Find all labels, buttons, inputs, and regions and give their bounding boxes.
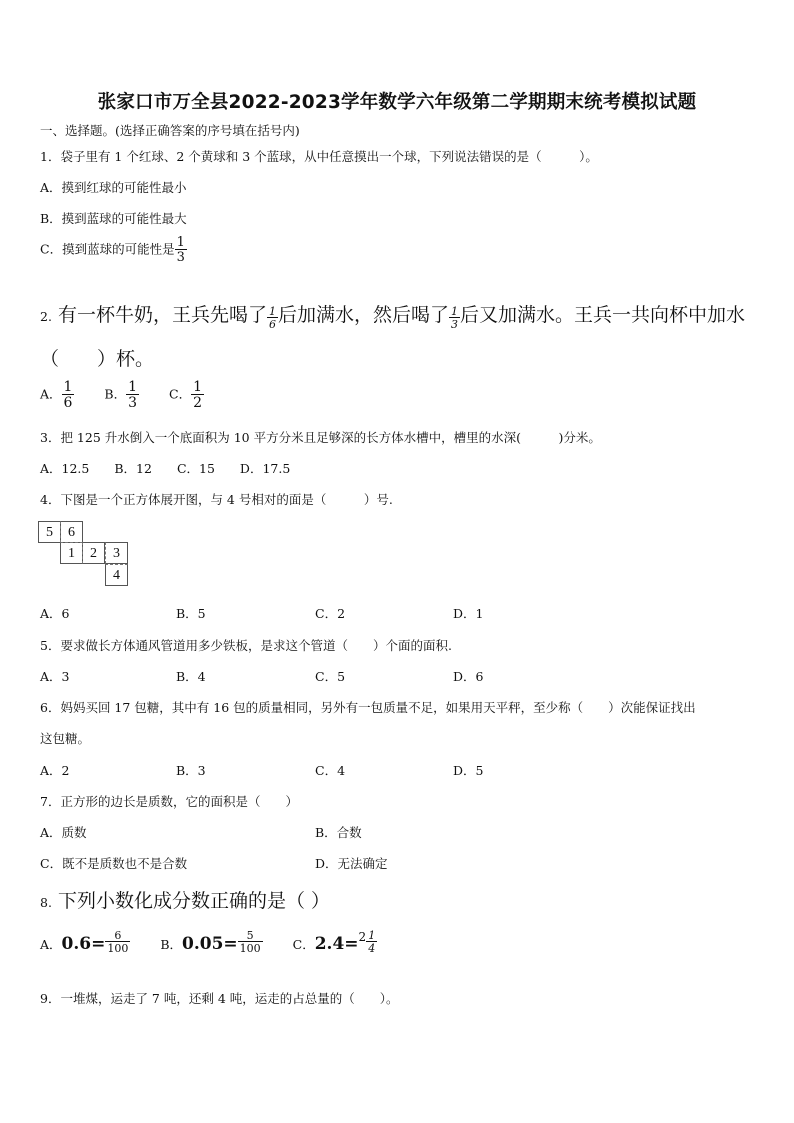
question-3-stem: 3．把 125 升水倒入一个底面积为 10 平方分米且足够深的长方体水槽中，槽里的水深( )分米。 [40, 430, 601, 445]
question-5-option-b: B．4 [176, 669, 206, 684]
numerator: 1 [176, 235, 185, 250]
question-6-stem-line2: 这包糖。 [40, 731, 91, 746]
section-heading: 一、选择题。(选择正确答案的序号填在括号内) [40, 123, 300, 138]
option-a-label: A． [40, 386, 62, 402]
numerator: 1 [451, 305, 459, 318]
question-6-stem: 6．妈妈买回 17 包糖，其中有 16 包的质量相同，另外有一包质量不足，如果用天平秤，至少称（ ）次能保证找出 [40, 700, 696, 715]
question-2-stem-line2: （ ）杯。 [40, 348, 155, 370]
question-1-stem: 1．袋子里有 1 个红球、2 个黄球和 3 个蓝球，从中任意摸出一个球，下列说法错误的是（ ）。 [40, 149, 598, 164]
net-face: 2 [82, 542, 105, 564]
numerator: 1 [63, 379, 73, 395]
denominator: 3 [176, 250, 185, 265]
fraction-one-third [449, 306, 460, 330]
question-number: 2. [40, 309, 52, 324]
question-7-option-c: C．既不是质数也不是合数 [40, 856, 188, 871]
numerator: 6 [114, 929, 122, 942]
stem-part-1: 有一杯牛奶，王兵先喝了 [57, 304, 267, 326]
numerator: 1 [368, 929, 376, 942]
question-6-option-b: B．3 [176, 763, 206, 778]
stem-part-3: 后又加满水。王兵一共向杯中加水 [460, 304, 746, 326]
question-4-option-d: D．1 [453, 606, 484, 621]
option-a-fraction [105, 930, 130, 954]
denominator: 3 [128, 395, 138, 411]
denominator: 3 [451, 318, 459, 331]
option-b-fraction [126, 380, 139, 410]
question-7-option-d: D．无法确定 [315, 856, 388, 871]
stem-text: 下列小数化成分数正确的是（ ） [57, 890, 331, 912]
denominator: 6 [269, 318, 276, 331]
question-2-stem [40, 300, 745, 330]
option-b-label: B． [104, 386, 127, 402]
page-title: 张家口市万全县2022-2023学年数学六年级第二学期期末统考模拟试题 [97, 92, 697, 113]
option-c-value: 2.4= [314, 934, 359, 954]
question-8-options [40, 930, 377, 954]
net-face: 4 [105, 564, 128, 586]
option-c-label: C． [169, 386, 192, 402]
net-face: 6 [60, 521, 83, 543]
question-6-option-c: C．4 [315, 763, 346, 778]
question-4-stem: 4．下图是一个正方体展开图，与 4 号相对的面是（ ）号. [40, 492, 393, 507]
question-6-option-a: A．2 [40, 763, 70, 778]
denominator: 2 [193, 395, 202, 411]
numerator: 5 [246, 929, 254, 942]
question-8-stem [40, 886, 330, 913]
question-7-option-b: B．合数 [315, 825, 362, 840]
question-2-options [40, 380, 204, 410]
option-c-fraction [366, 930, 377, 954]
option-c-fraction [191, 380, 204, 410]
denominator: 100 [107, 942, 129, 955]
question-3-options: A．12.5 B．12 C．15 D．17.5 [40, 461, 291, 476]
question-5-stem: 5．要求做长方体通风管道用多少铁板，是求这个管道（ ）个面的面积. [40, 638, 452, 653]
option-b-value: 0.05= [182, 934, 238, 954]
question-4-option-a: A．6 [40, 606, 70, 621]
question-1-option-c [40, 236, 187, 264]
option-b-fraction [238, 930, 263, 954]
option-a-value: 0.6= [61, 934, 106, 954]
net-face: 1 [60, 542, 83, 564]
question-1-option-b: B．摸到蓝球的可能性最大 [40, 211, 187, 226]
question-number: 8. [40, 895, 52, 910]
question-1-option-a: A．摸到红球的可能性最小 [40, 180, 187, 195]
question-5-option-c: C．5 [315, 669, 346, 684]
option-a-fraction [62, 380, 75, 410]
option-b-label: B． [160, 937, 183, 952]
fraction-one-sixth [267, 306, 278, 330]
option-c-whole: 2 [358, 930, 367, 944]
stem-part-2: 后加满水，然后喝了 [278, 304, 450, 326]
question-7-option-a: A．质数 [40, 825, 87, 840]
option-c-text: C．摸到蓝球的可能性是 [40, 241, 175, 257]
option-a-label: A． [40, 937, 62, 952]
question-5-option-a: A．3 [40, 669, 70, 684]
denominator: 100 [239, 942, 261, 955]
denominator: 6 [63, 395, 73, 411]
question-5-option-d: D．6 [453, 669, 484, 684]
numerator: 1 [128, 379, 138, 395]
question-9-stem: 9．一堆煤，运走了 7 吨，还剩 4 吨，运走的占总量的（ ）。 [40, 991, 399, 1006]
net-face: 5 [38, 521, 61, 543]
question-4-option-b: B．5 [176, 606, 206, 621]
option-c-label: C． [292, 937, 315, 952]
question-4-option-c: C．2 [315, 606, 346, 621]
denominator: 4 [368, 942, 376, 955]
numerator: 1 [193, 379, 202, 395]
question-6-option-d: D．5 [453, 763, 484, 778]
fraction [175, 236, 187, 264]
cube-net-figure [38, 521, 132, 589]
numerator: 1 [269, 305, 276, 318]
net-face: 3 [105, 542, 128, 564]
question-7-stem: 7．正方形的边长是质数，它的面积是（ ） [40, 794, 298, 809]
